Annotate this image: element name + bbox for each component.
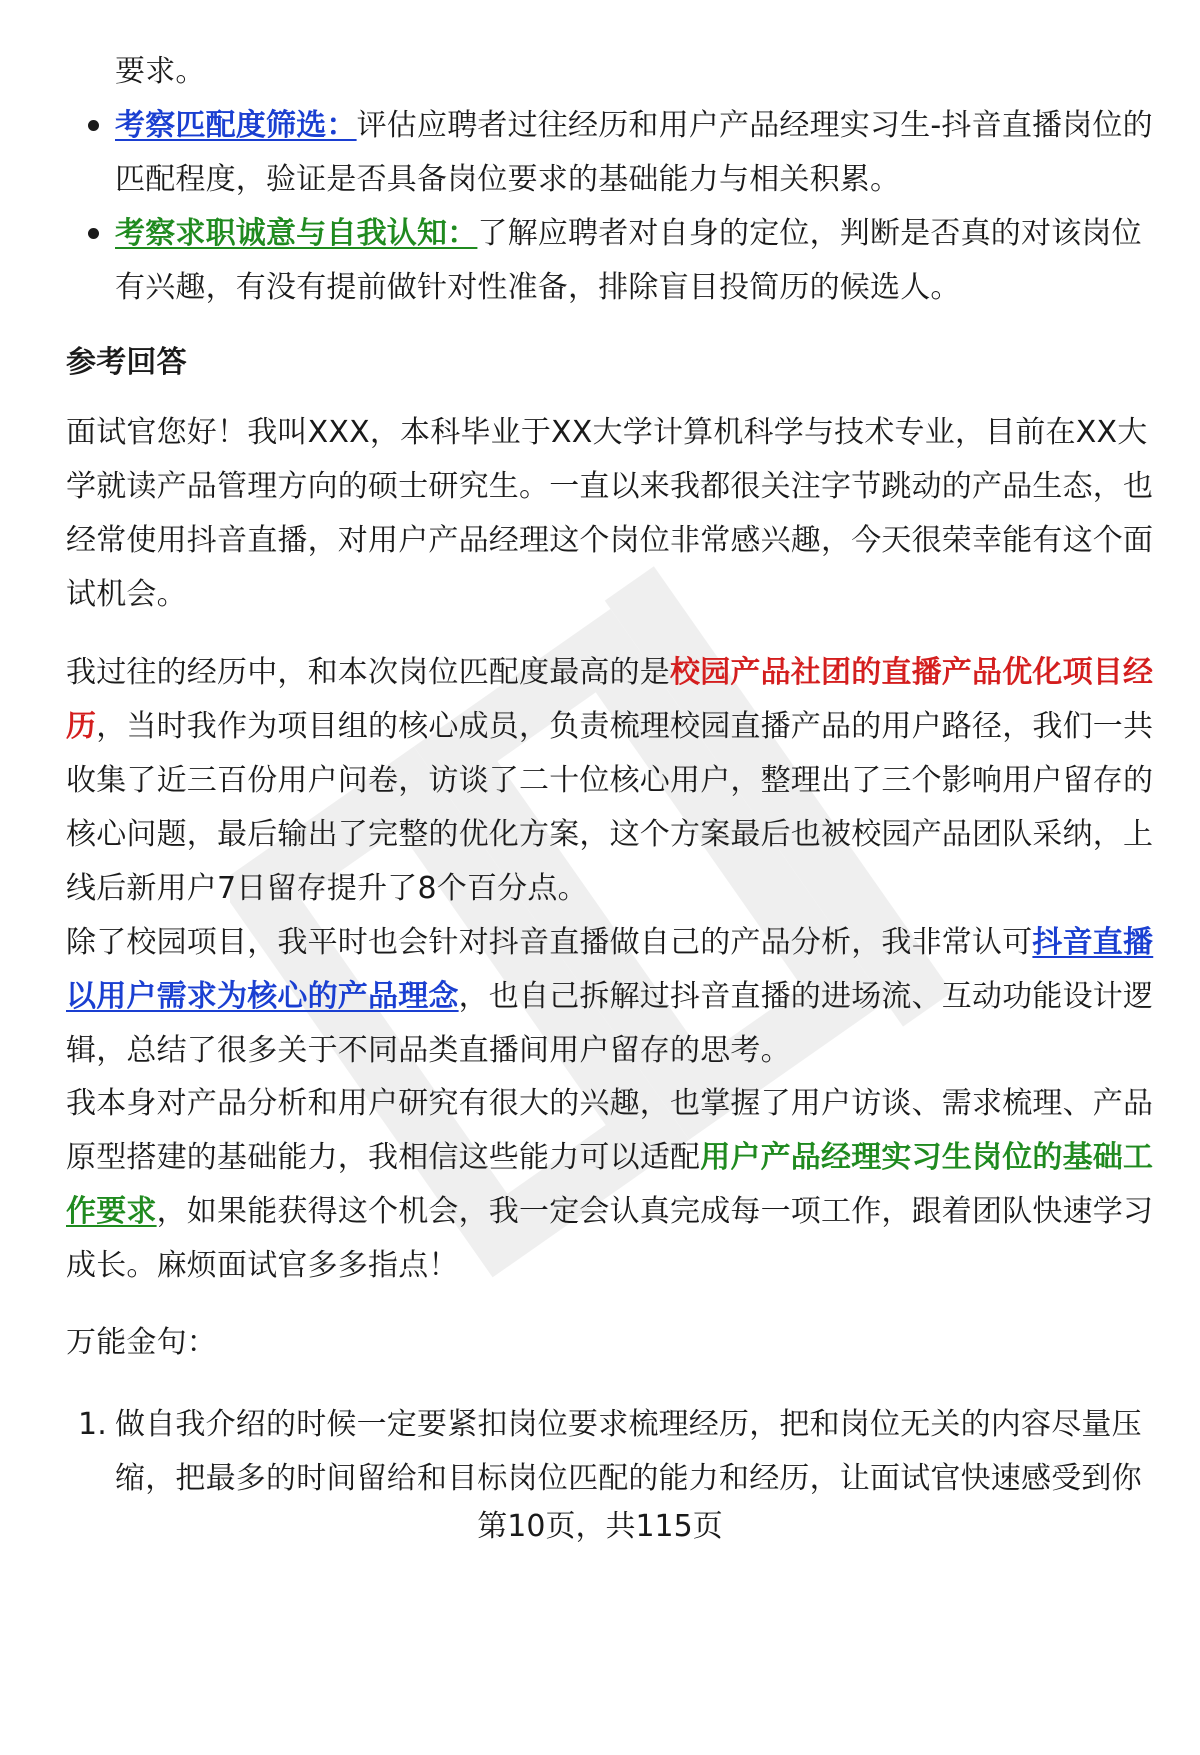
para-2-keyword: 校园产品社团的直播产品优化项目经 [670,655,1154,690]
para-3-text: ，也自己拆解过抖音直播的进场流、互动功能设计逻 [458,979,1154,1014]
bullet-1-line-1 [115,106,1153,146]
para-4-text: ，如果能获得这个机会，我一定会认真完成每一项工作，跟着团队快速学习 [156,1194,1154,1229]
bullet-dot [88,120,99,131]
bullet-2-text: 了解应聘者对自身的定位，判断是否真的对该岗位 [477,216,1142,251]
para-3-text: 除了校园项目，我平时也会针对抖音直播做自己的产品分析，我非常认可 [66,925,1033,960]
para-4-line-3 [66,1192,1153,1232]
page-number-footer: 第10页，共115页 [477,1509,723,1544]
para-2-text: 我过往的经历中，和本次岗位匹配度最高的是 [66,655,670,690]
para-4-keyword: 用户产品经理实习生岗位的基础工 [700,1140,1154,1175]
para-2-keyword: 历 [66,709,97,744]
para-4-keyword: 作要求 [66,1194,157,1229]
para-2-line-3: 收集了近三百份用户问卷，访谈了二十位核心用户，整理出了三个影响用户留存的 [66,763,1154,798]
para-3-line-2 [66,977,1153,1017]
intro-tail-text: 要求。 [115,54,206,89]
bullet-1-text: 评估应聘者过往经历和用户产品经理实习生-抖音直播岗位的 [356,108,1153,143]
para-4-text: 原型搭建的基础能力，我相信这些能力可以适配 [66,1140,701,1175]
bullet-dot [88,228,99,239]
para-2-text: ，当时我作为项目组的核心成员，负责梳理校园直播产品的用户路径，我们一共 [96,709,1154,744]
para-3-line-3: 辑，总结了很多关于不同品类直播间用户留存的思考。 [66,1033,791,1068]
bullet-1-keyword: 考察匹配度筛选： [115,108,357,143]
para-3-line-1 [66,923,1153,963]
para-1-line: 面试官您好！我叫XXX，本科毕业于XX大学计算机科学与技术专业，目前在XX大 [66,415,1148,450]
para-2-line-1 [66,653,1153,693]
list-item-line-2: 缩，把最多的时间留给和目标岗位匹配的能力和经历，让面试官快速感受到你 [115,1461,1142,1496]
para-4-line-1: 我本身对产品分析和用户研究有很大的兴趣，也掌握了用户访谈、需求梳理、产品 [66,1086,1154,1121]
para-3-keyword: 以用户需求为核心的产品理念 [66,979,459,1014]
list-number: 1. [78,1407,108,1442]
para-3-keyword: 抖音直播 [1032,925,1154,960]
para-1-line: 学就读产品管理方向的硕士研究生。一直以来我都很关注字节跳动的产品生态，也 [66,469,1154,504]
para-4-line-2 [66,1138,1153,1178]
bullet-1-line-2: 匹配程度，验证是否具备岗位要求的基础能力与相关积累。 [115,162,901,197]
para-2-line-2 [66,707,1153,747]
bullet-2-keyword: 考察求职诚意与自我认知： [115,216,478,251]
para-2-line-4: 核心问题，最后输出了完整的优化方案，这个方案最后也被校园产品团队采纳，上 [66,817,1154,852]
bullet-2-line-1 [115,214,1142,254]
golden-title: 万能金句： [66,1325,217,1360]
para-2-line-5: 线后新用户7日留存提升了8个百分点。 [66,871,588,906]
list-item-line-1: 做自我介绍的时候一定要紧扣岗位要求梳理经历，把和岗位无关的内容尽量压 [115,1407,1142,1442]
para-1-line: 经常使用抖音直播，对用户产品经理这个岗位非常感兴趣，今天很荣幸能有这个面 [66,523,1154,558]
para-1-line: 试机会。 [66,577,187,612]
bullet-2-line-2: 有兴趣，有没有提前做针对性准备，排除盲目投简历的候选人。 [115,270,961,305]
para-4-line-4: 成长。麻烦面试官多多指点！ [66,1248,459,1283]
section-title: 参考回答 [66,345,187,380]
